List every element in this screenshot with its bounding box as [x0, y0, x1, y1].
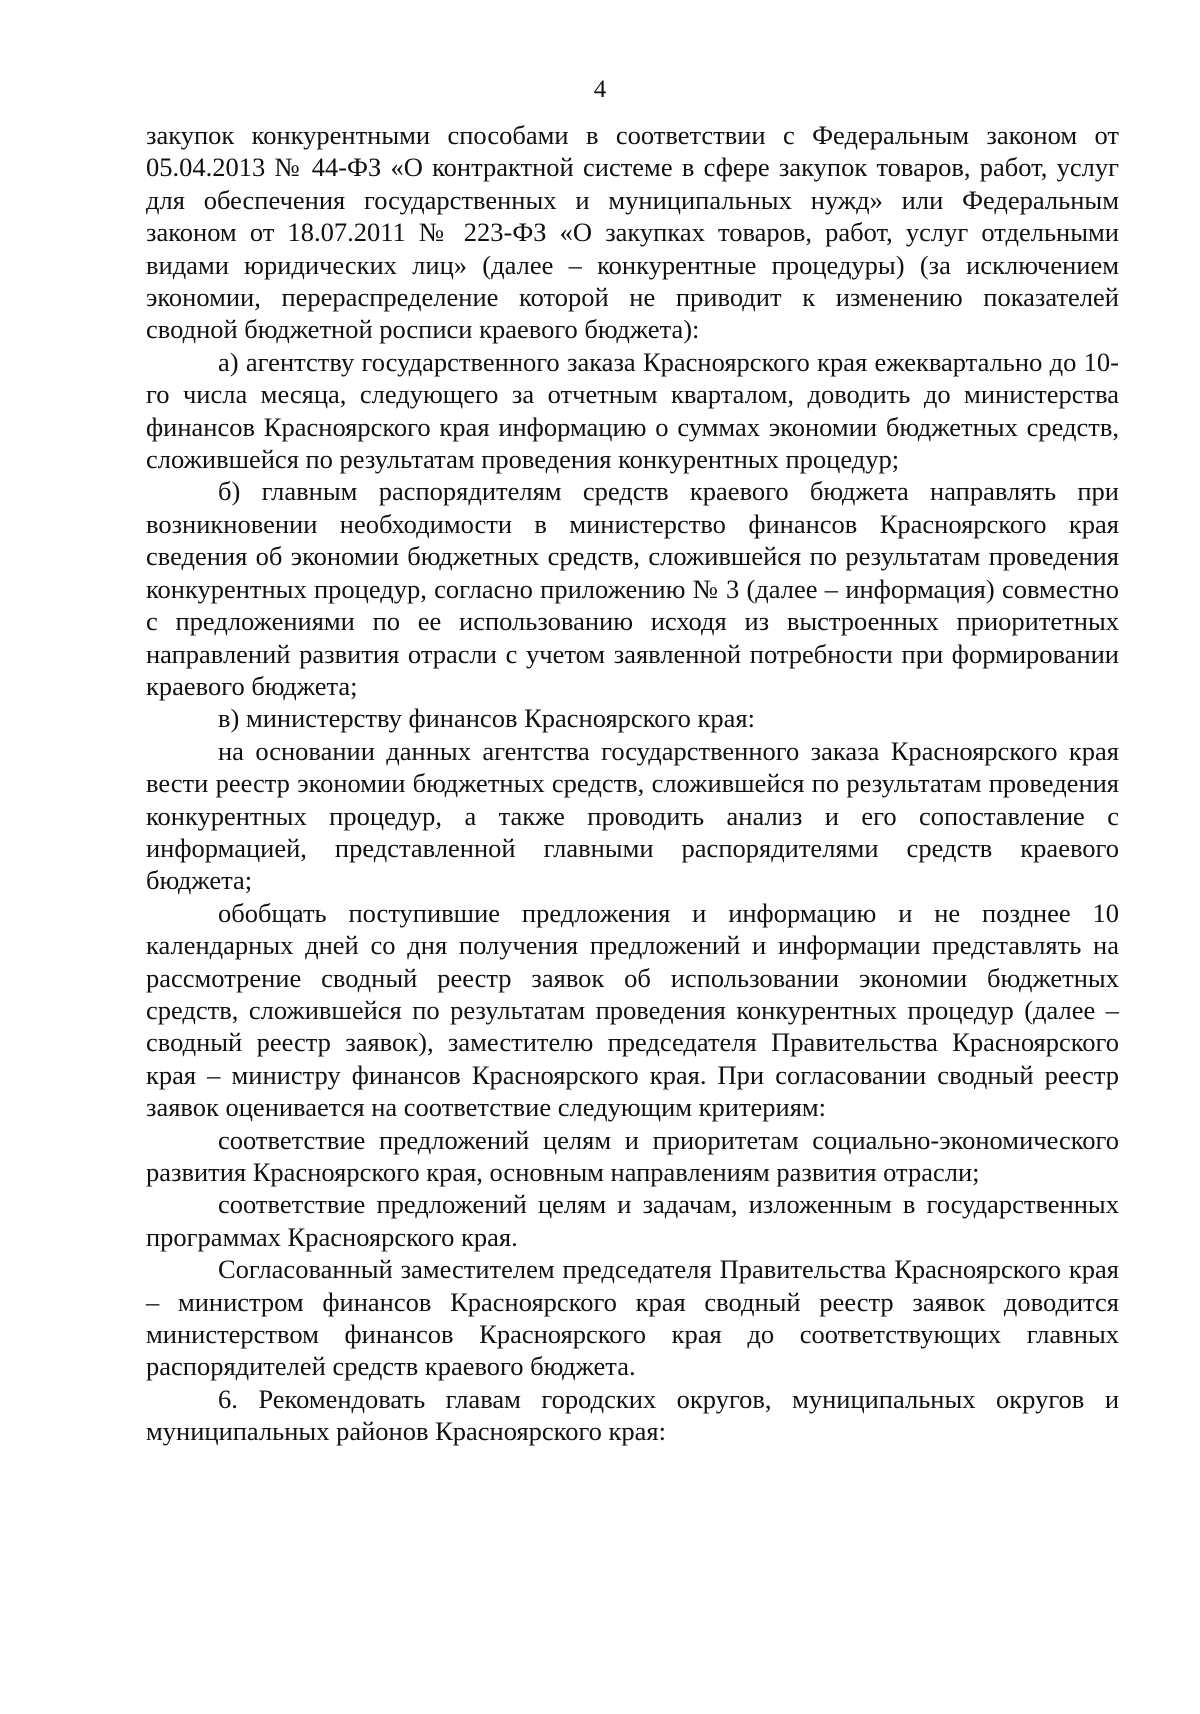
paragraph-registry: на основании данных агентства государственного заказа Красноярского края вести реестр экономии бюджетных средств, сложившейся по результатам проведения конкурентных процедур, а также проводить анализ и его сопоставление с информацией, представленной главными распорядителями средств краевого бюджета;: [146, 735, 1119, 896]
paragraph-procurement-intro: закупок конкурентными способами в соответствии с Федеральным законом от 05.04.2013 № 44-ФЗ «О контрактной системе в сфере закупок товаров, работ, услуг для обеспечения государственных и муниципальных нужд» или Федеральным законом от 18.07.2011 № 223-ФЗ «О закупках товаров, работ, услуг отдельными видами юридических лиц» (далее – конкурентные процедуры) (за исключением экономии, перераспределение которой не приводит к изменению показателей сводной бюджетной росписи краевого бюджета):: [146, 120, 1119, 345]
paragraph-criterion-1: соответствие предложений целям и приоритетам социально-экономического развития Красноярского края, основным направлениям развития отрасли;: [146, 1124, 1119, 1187]
paragraph-criterion-2: соответствие предложений целям и задачам, изложенным в государственных программах Красноярского края.: [146, 1189, 1119, 1252]
paragraph-item-a: а) агентству государственного заказа Красноярского края ежеквартально до 10-го числа месяца, следующего за отчетным кварталом, доводить до министерства финансов Красноярского края информацию о суммах экономии бюджетных средств, сложившейся по результатам проведения конкурентных процедур;: [146, 346, 1119, 475]
page-number: 4: [593, 76, 607, 103]
paragraph-approved-registry: Согласованный заместителем председателя Правительства Красноярского края – министром финансов Красноярского края сводный реестр заявок доводится министерством финансов Красноярского края до соответствующих главных распорядителей средств краевого бюджета.: [146, 1254, 1119, 1382]
paragraph-item-v: в) министерству финансов Красноярского края:: [218, 703, 755, 734]
paragraph-item-b: б) главным распорядителям средств краевого бюджета направлять при возникновении необходимости в министерство финансов Красноярского края сведения об экономии бюджетных средств, сложившейся по результатам проведения конкурентных процедур, согласно приложению № 3 (далее – информация) совместно с предложениями по ее использованию исходя из выстроенных приоритетных направлений развития отрасли с учетом заявленной потребности при формировании краевого бюджета;: [146, 476, 1119, 701]
paragraph-recommendation-6: 6. Рекомендовать главам городских округов, муниципальных округов и муниципальных районов Красноярского края:: [146, 1383, 1119, 1447]
document-body: [146, 119, 1119, 1448]
paragraph-summarize: обобщать поступившие предложения и информацию и не позднее 10 календарных дней со дня получения предложений и информации представлять на рассмотрение сводный реестр заявок об использовании экономии бюджетных средств, сложившейся по результатам проведения конкурентных процедур (далее – сводный реестр заявок), заместителю председателя Правительства Красноярского края – министру финансов Красноярского края. При согласовании сводный реестр заявок оценивается на соответствие следующим критериям:: [146, 897, 1119, 1123]
